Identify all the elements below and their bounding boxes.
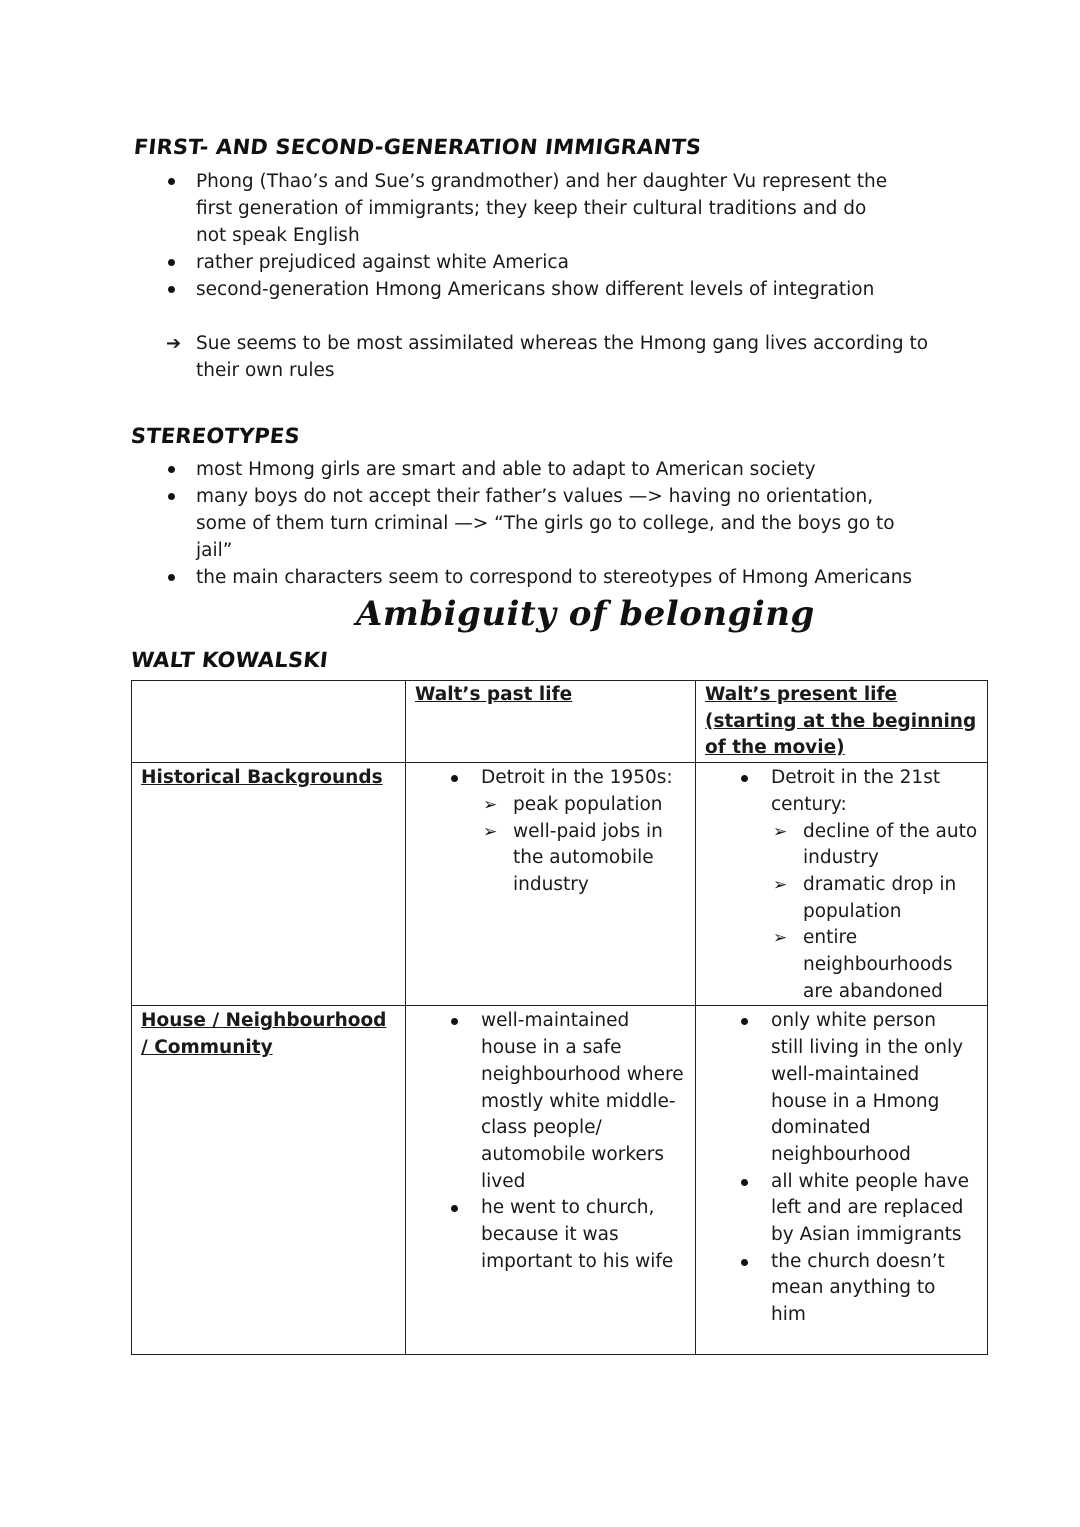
walt-kowalski-heading: WALT KOWALSKI bbox=[129, 648, 330, 672]
list-item: only white person still living in the only well-maintained house in a Hmong dominated neighbourhood bbox=[696, 1008, 973, 1168]
list-item: he went to church, because it was important to his wife bbox=[406, 1195, 687, 1275]
row-label-historical: Historical Backgrounds bbox=[132, 763, 406, 1006]
section-heading-immigrants: FIRST- AND SECOND-GENERATION IMMIGRANTS bbox=[132, 135, 703, 159]
header-present-life: Walt’s present life (starting at the beginning of the movie) bbox=[696, 681, 988, 763]
list-item: all white people have left and are replaced by Asian immigrants bbox=[696, 1169, 973, 1249]
list-item: many boys do not accept their father’s values —> having no orientation, some of them turn criminal —> “The girls go to college, and the boys go to jail” bbox=[166, 483, 926, 564]
list-item: well-maintained house in a safe neighbourhood where mostly white middle-class people/ automobile workers lived bbox=[406, 1008, 687, 1195]
arrow-right-icon: ➔ bbox=[166, 333, 182, 354]
table-corner-cell bbox=[132, 681, 406, 763]
list-item: ➢ entire neighbourhoods are abandoned bbox=[771, 925, 987, 1005]
list-item: ➢ dramatic drop in population bbox=[771, 872, 987, 925]
cell-historical-past bbox=[406, 763, 696, 1006]
table-row bbox=[132, 763, 988, 1006]
header-past-life: Walt’s past life bbox=[406, 681, 696, 763]
list-item: the main characters seem to correspond to stereotypes of Hmong Americans bbox=[166, 564, 926, 591]
ambiguity-title: Ambiguity of belonging bbox=[356, 594, 815, 634]
table-row bbox=[132, 1006, 988, 1355]
list-item: Detroit in the 1950s: ➢ peak population ➢ well-paid jobs in the automobile industry bbox=[406, 765, 689, 899]
list-item: Detroit in the 21st century: bbox=[696, 765, 981, 818]
cell-house-present bbox=[696, 1006, 988, 1355]
list-item: ➢ peak population bbox=[481, 792, 689, 819]
list-item: second-generation Hmong Americans show different levels of integration bbox=[166, 276, 896, 303]
cell-house-past bbox=[406, 1006, 696, 1355]
immigrants-bullet-list bbox=[166, 168, 896, 303]
list-item: most Hmong girls are smart and able to adapt to American society bbox=[166, 456, 926, 483]
conclusion-text: Sue seems to be most assimilated whereas the Hmong gang lives according to their own rules bbox=[196, 333, 929, 381]
list-item: ➢ decline of the auto industry bbox=[771, 819, 987, 872]
list-item: Phong (Thao’s and Sue’s grandmother) and her daughter Vu represent the first generation of immigrants; they keep their cultural traditions and do not speak English bbox=[166, 168, 896, 249]
list-item: the church doesn’t mean anything to him bbox=[696, 1249, 973, 1329]
row-label-house: House / Neighbourhood / Community bbox=[132, 1006, 406, 1355]
table-header-row bbox=[132, 681, 988, 763]
stereotypes-bullet-list bbox=[166, 456, 926, 591]
walt-comparison-table bbox=[131, 680, 988, 1355]
section-heading-stereotypes: STEREOTYPES bbox=[129, 424, 302, 448]
list-item: ➢ well-paid jobs in the automobile industry bbox=[481, 819, 689, 899]
conclusion-line bbox=[166, 330, 966, 384]
list-item: rather prejudiced against white America bbox=[166, 249, 896, 276]
cell-historical-present bbox=[696, 763, 988, 1006]
